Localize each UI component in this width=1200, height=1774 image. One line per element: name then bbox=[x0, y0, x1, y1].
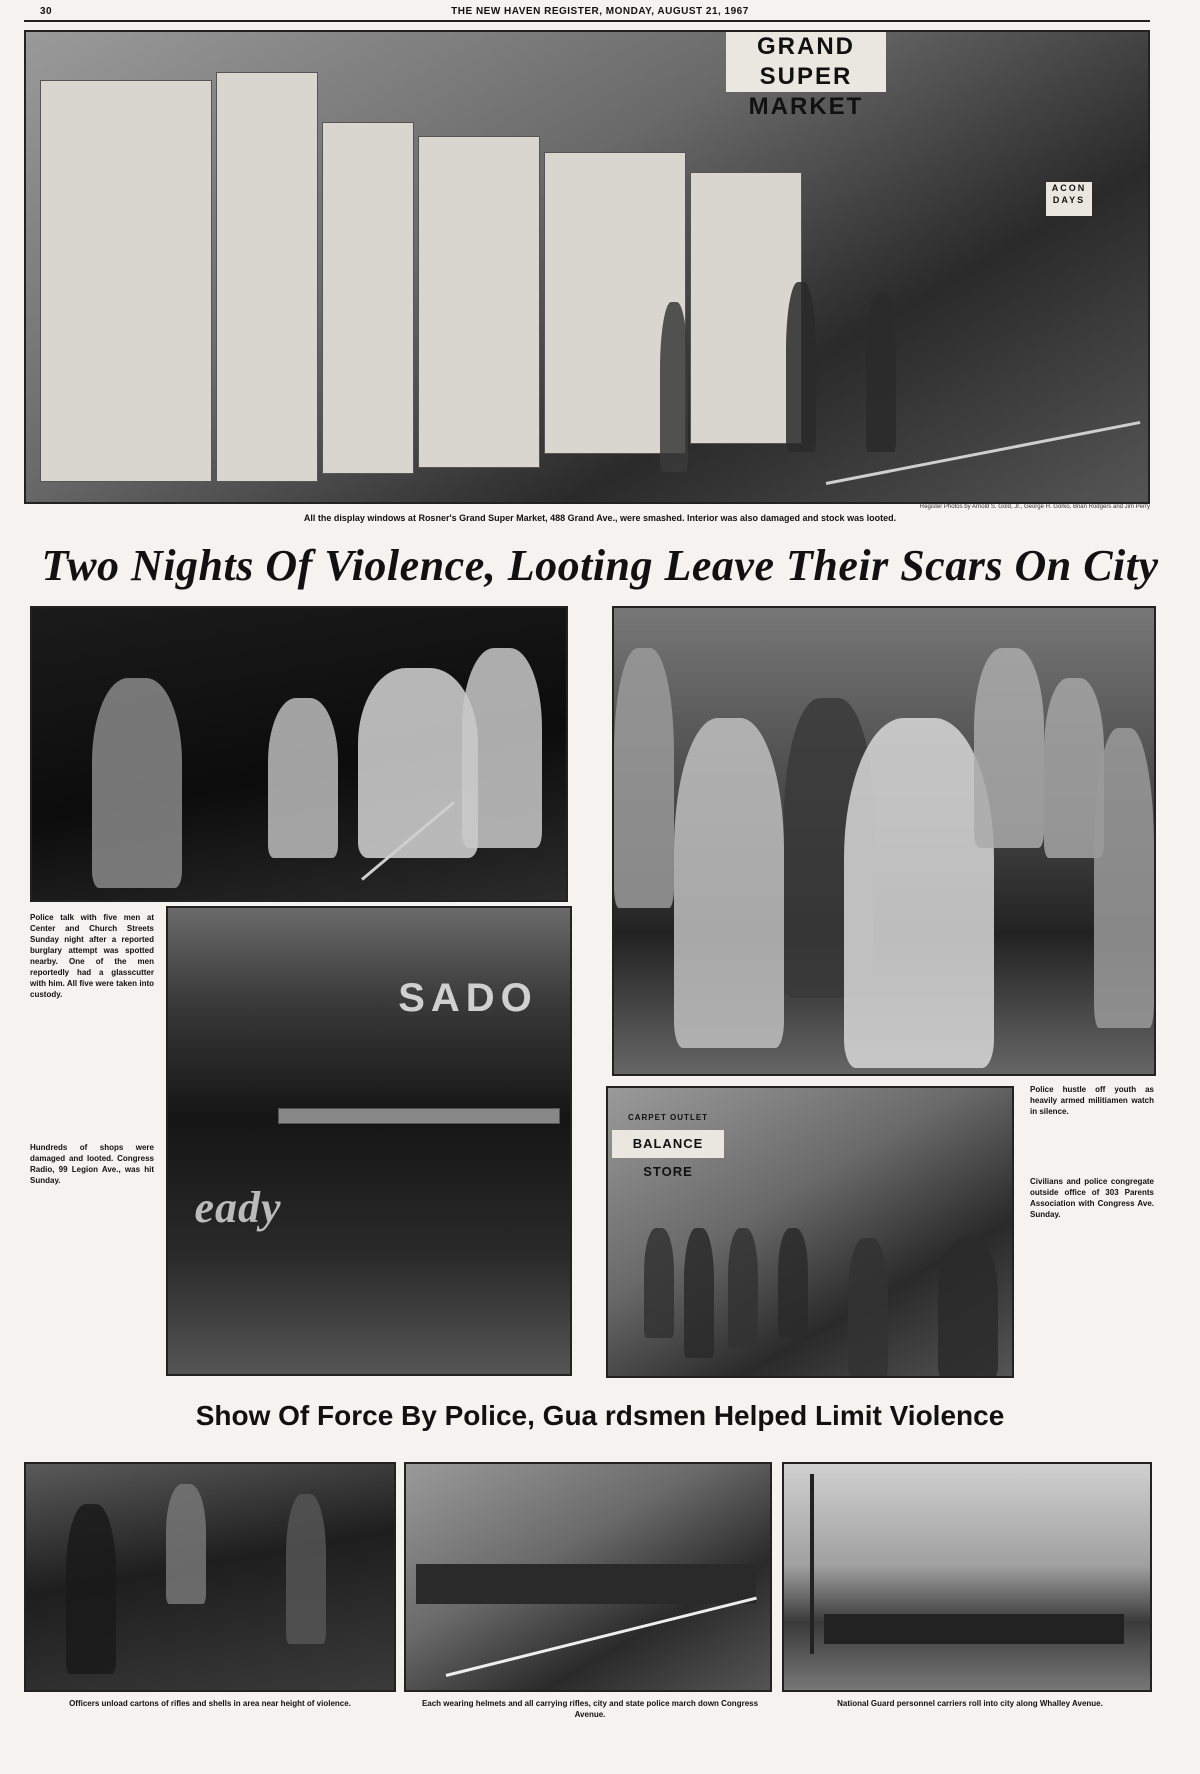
second-headline: Show Of Force By Police, Gua rdsmen Helped Limit Violence bbox=[195, 1400, 1005, 1431]
photo-police-hustle bbox=[612, 606, 1156, 1076]
photo-credit: Register Photos by Arnold S. Gold, Jr., George H. Gorko, Brian Rodgers and Jim Perry bbox=[919, 504, 1150, 510]
caption-civilians-police: Civilians and police congregate outside office of 303 Parents Association with Congress Ave. Sunday. bbox=[1030, 1177, 1154, 1219]
caption-police-talk: Police talk with five men at Center and Church Streets Sunday night after a reported burglary attempt was spotted nearby. One of the men reportedly had a glasscutter with him. All five were taken into custody. bbox=[30, 913, 154, 999]
top-photo-supermarket bbox=[24, 30, 1150, 504]
store-sign-sado: SADO bbox=[398, 976, 538, 1020]
main-headline: Two Nights Of Violence, Looting Leave Their Scars On City bbox=[41, 541, 1159, 590]
photo-guard-carriers bbox=[782, 1462, 1152, 1692]
photo-damaged-store bbox=[166, 906, 572, 1376]
photo-police-march bbox=[404, 1462, 772, 1692]
bottom-caption-3: National Guard personnel carriers roll into city along Whalley Avenue. bbox=[837, 1699, 1103, 1708]
page-number: 30 bbox=[40, 6, 53, 17]
store-sign-script: eady bbox=[194, 1183, 282, 1232]
caption-police-hustle: Police hustle off youth as heavily armed militiamen watch in silence. bbox=[1030, 1085, 1154, 1116]
photo-police-night bbox=[30, 606, 568, 902]
masthead-title: THE NEW HAVEN REGISTER, MONDAY, AUGUST 21, 1967 bbox=[451, 6, 749, 17]
photo-civilians-police bbox=[606, 1086, 1014, 1378]
photo-officers-unload bbox=[24, 1462, 396, 1692]
bottom-caption-2: Each wearing helmets and all carrying rifles, city and state police march down Congress Avenue. bbox=[421, 1699, 759, 1719]
caption-shops-damaged: Hundreds of shops were damaged and looted. Congress Radio, 99 Legion Ave., was hit Sunday. bbox=[30, 1143, 154, 1185]
street-sign-small: CARPET OUTLET bbox=[627, 1113, 709, 1122]
top-photo-caption: All the display windows at Rosner's Grand Super Market, 488 Grand Ave., were smashed. Interior was also damaged and stock was looted. bbox=[303, 513, 897, 523]
side-sign: ACON DAYS bbox=[1046, 182, 1092, 216]
masthead-rule bbox=[24, 20, 1150, 22]
masthead bbox=[40, 6, 1160, 20]
bottom-caption-1: Officers unload cartons of rifles and shells in area near height of violence. bbox=[69, 1699, 351, 1708]
street-sign: BALANCE STORE bbox=[612, 1130, 724, 1158]
store-sign: GRAND SUPER MARKET bbox=[726, 32, 886, 92]
